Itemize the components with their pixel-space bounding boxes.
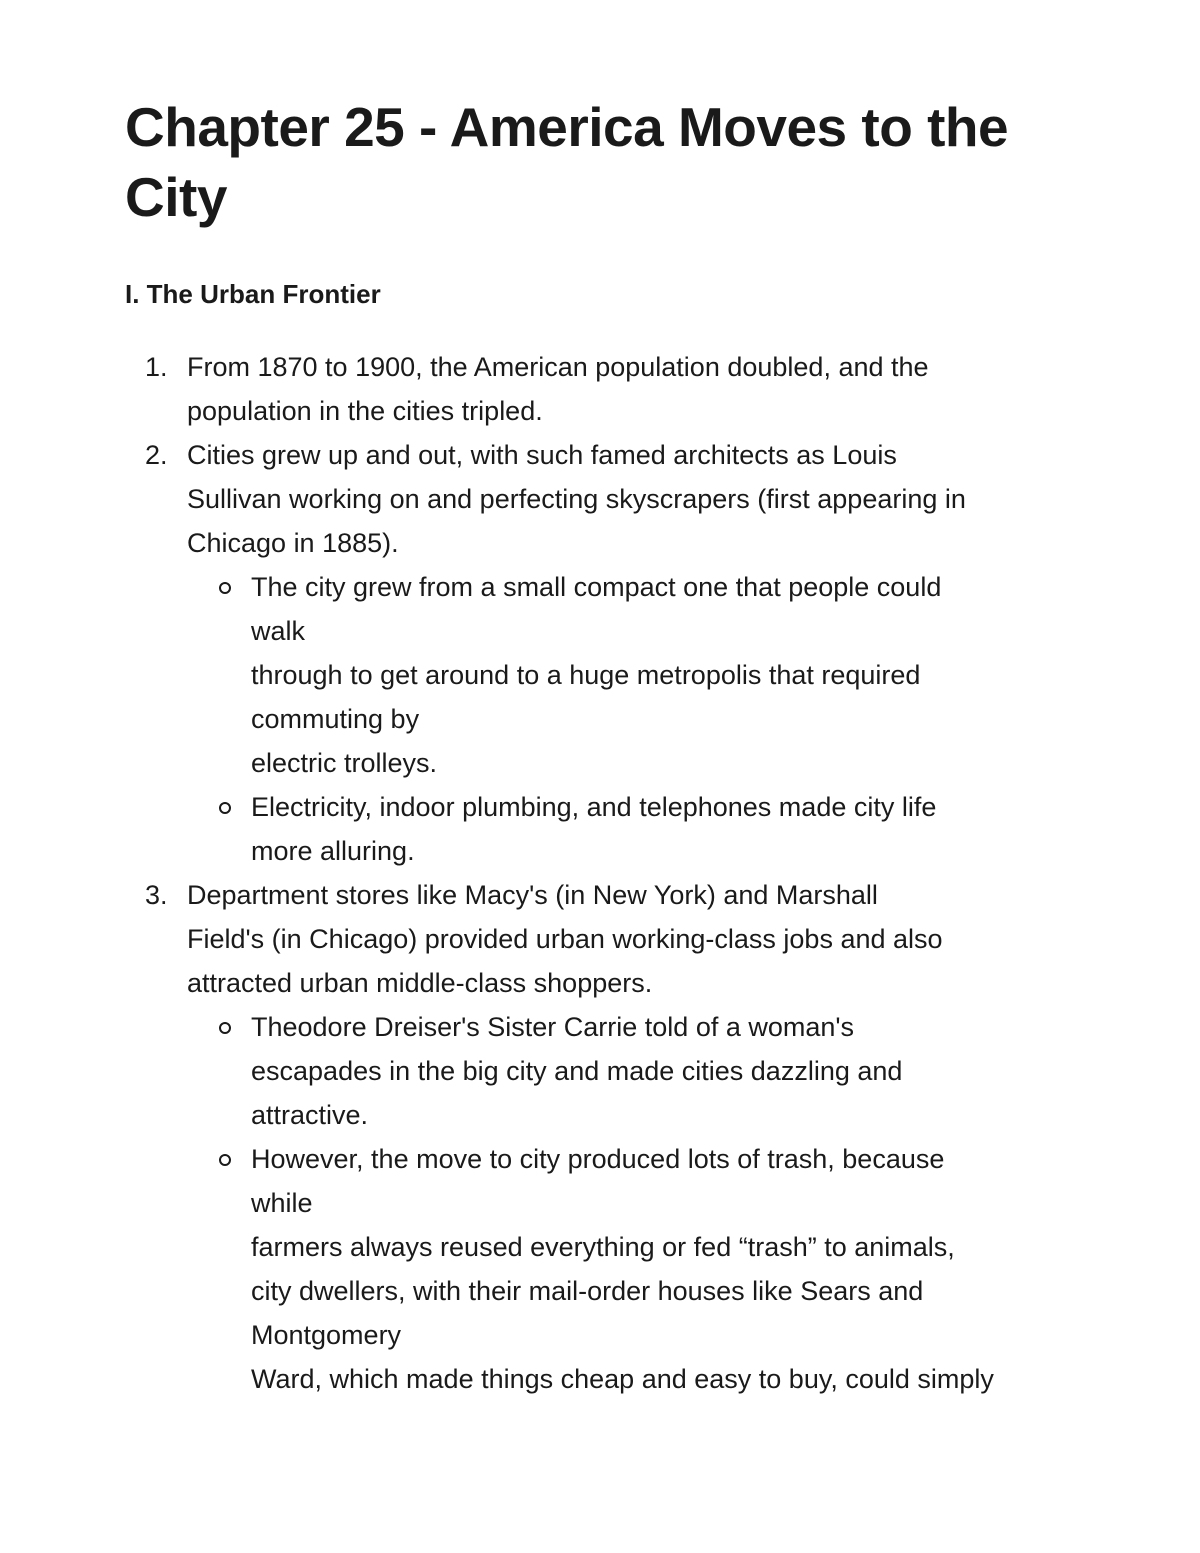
list-item-text: Cities grew up and out, with such famed architects as Louis	[187, 440, 897, 470]
sub-list-item	[187, 565, 1085, 785]
sub-list	[187, 1005, 1085, 1401]
list-item-text: Department stores like Macy's (in New York) and Marshall	[187, 880, 878, 910]
list-item-text: attracted urban middle-class shoppers.	[187, 968, 653, 998]
sub-list-item-text: Theodore Dreiser's Sister Carrie told of a woman's	[251, 1012, 855, 1042]
sub-list	[187, 565, 1085, 873]
list-item-number: 1.	[145, 352, 168, 382]
hollow-bullet-icon	[219, 802, 231, 814]
hollow-bullet-icon	[219, 1154, 231, 1166]
sub-list-item-text: electric trolleys.	[251, 748, 438, 778]
sub-list-item	[187, 1005, 1085, 1137]
numbered-list	[125, 345, 1085, 1401]
sub-list-item-text: escapades in the big city and made cities dazzling and	[251, 1056, 903, 1086]
document-page	[125, 92, 1085, 1401]
list-item-text: From 1870 to 1900, the American population doubled, and the	[187, 352, 929, 382]
list-item-text: Field's (in Chicago) provided urban working-class jobs and also	[187, 924, 943, 954]
list-item-number: 3.	[145, 880, 168, 910]
sub-list-item-text: more alluring.	[251, 836, 415, 866]
hollow-bullet-icon	[219, 582, 231, 594]
sub-list-item-text: Electricity, indoor plumbing, and telephones made city life	[251, 792, 937, 822]
list-item-text: Sullivan working on and perfecting skyscrapers (first appearing in	[187, 484, 966, 514]
sub-list-item-text: The city grew from a small compact one that people could	[251, 572, 942, 602]
sub-list-item-text: However, the move to city produced lots of trash, because	[251, 1144, 945, 1174]
sub-list-item-text: walk	[251, 616, 306, 646]
sub-list-item	[187, 1137, 1085, 1401]
list-item	[125, 873, 1085, 1401]
chapter-title-line: City	[125, 166, 227, 228]
sub-list-item-text: farmers always reused everything or fed “trash” to animals,	[251, 1232, 955, 1262]
list-item-text: population in the cities tripled.	[187, 396, 543, 426]
chapter-title	[125, 92, 1085, 232]
sub-list-item-text: through to get around to a huge metropolis that required	[251, 660, 921, 690]
list-item-text: Chicago in 1885).	[187, 528, 399, 558]
sub-list-item-text: attractive.	[251, 1100, 369, 1130]
section-heading: I. The Urban Frontier	[125, 279, 381, 309]
sub-list-item-text: Ward, which made things cheap and easy to buy, could simply	[251, 1364, 994, 1394]
hollow-bullet-icon	[219, 1022, 231, 1034]
list-item	[125, 345, 1085, 433]
list-item-number: 2.	[145, 440, 168, 470]
sub-list-item-text: Montgomery	[251, 1320, 402, 1350]
sub-list-item-text: city dwellers, with their mail-order houses like Sears and	[251, 1276, 924, 1306]
sub-list-item	[187, 785, 1085, 873]
chapter-title-line: Chapter 25 - America Moves to the	[125, 96, 1009, 158]
sub-list-item-text: commuting by	[251, 704, 420, 734]
sub-list-item-text: while	[251, 1188, 313, 1218]
list-item	[125, 433, 1085, 873]
